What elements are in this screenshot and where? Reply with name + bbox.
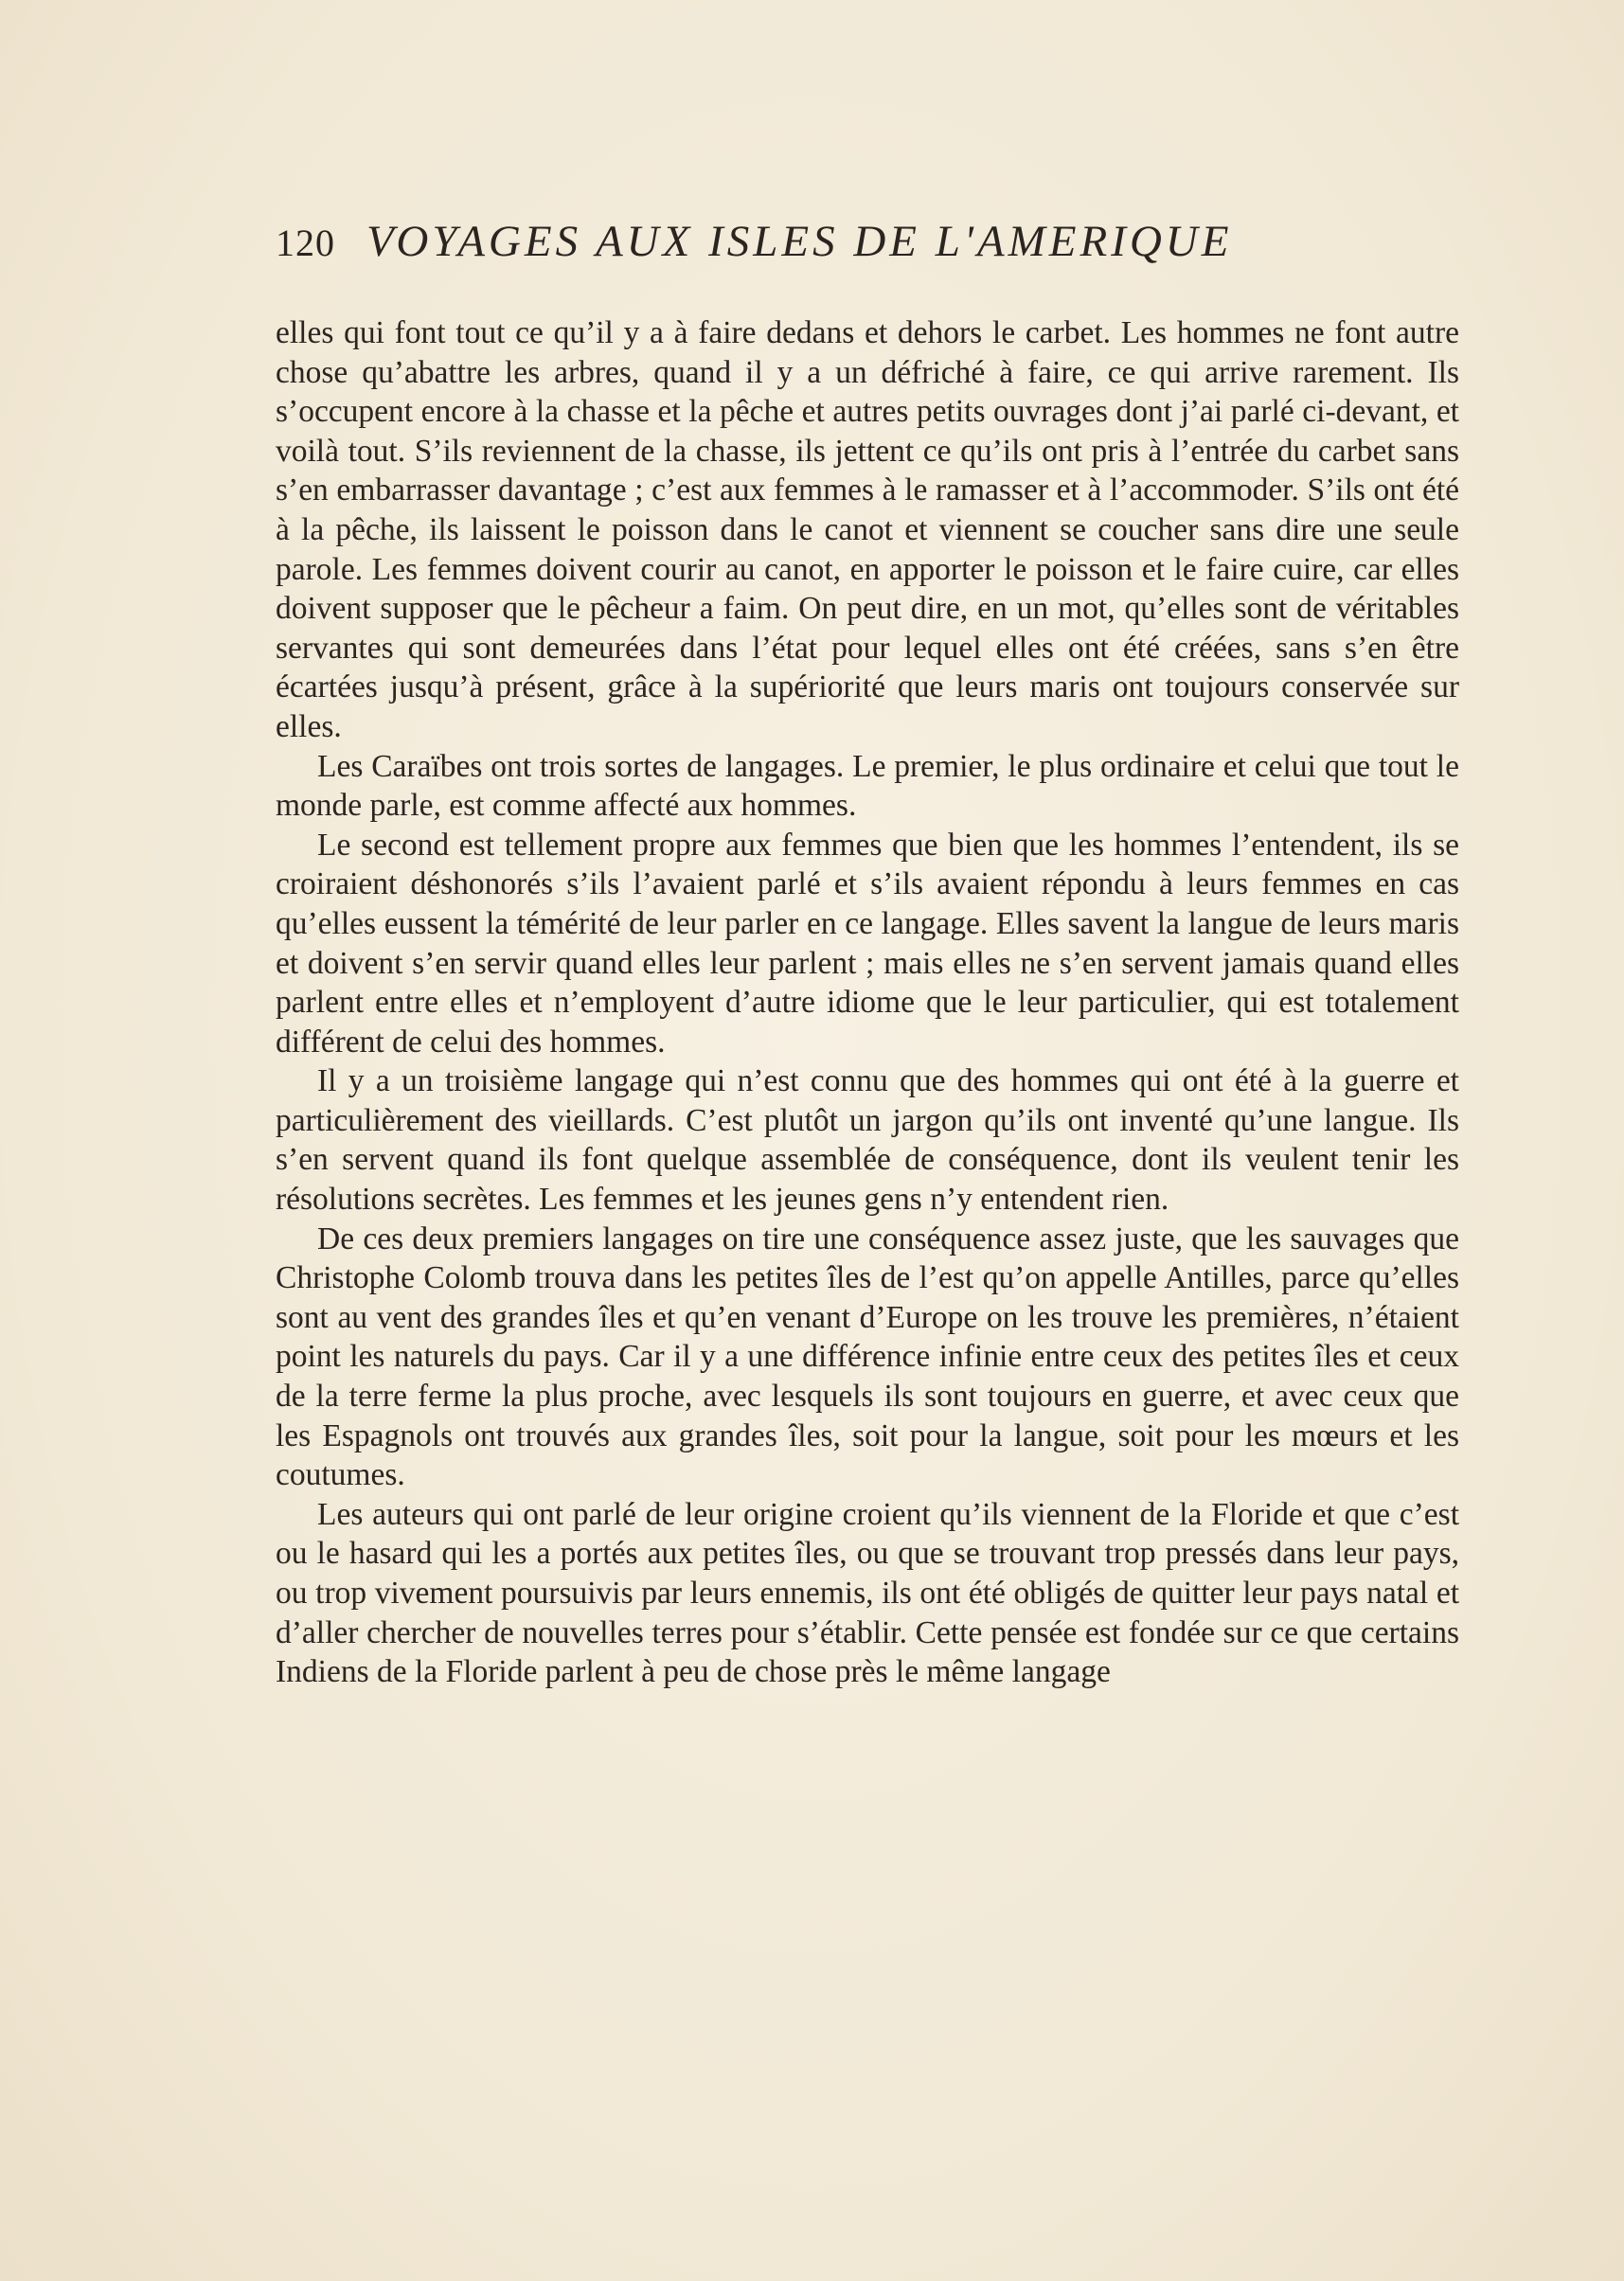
paragraph: Le second est tellement propre aux femmes que bien que les hommes l’entendent, ils se croiraient déshonorés s’ils l’avaient parlé et s’ils avaient répondu à leurs femmes en cas qu’elles eussent la témérité de leur parler en ce langage. Elles savent la langue de leurs maris et doivent s’en servir quand elles leur parlent ; mais elles ne s’en servent jamais quand elles parlent entre elles et n’employent d’autre idiome que le leur particulier, qui est totalement différent de celui des hommes. bbox=[276, 827, 1459, 1060]
running-head bbox=[276, 216, 1459, 282]
body-text bbox=[276, 313, 1459, 1692]
running-title: VOYAGES AUX ISLES DE L'AMERIQUE bbox=[366, 217, 1233, 266]
paragraph: Les Caraïbes ont trois sortes de langages. Le premier, le plus ordinaire et celui que tout le monde parle, est comme affecté aux hommes. bbox=[276, 748, 1459, 824]
paragraph: Il y a un troisième langage qui n’est connu que des hommes qui ont été à la guerre et particulièrement des vieillards. C’est plutôt un jargon qu’ils ont inventé qu’une langue. Ils s’en servent quand ils font quelque assemblée de conséquence, dont ils veulent tenir les résolutions secrètes. Les femmes et les jeunes gens n’y entendent rien. bbox=[276, 1063, 1459, 1218]
paragraph: De ces deux premiers langages on tire une conséquence assez juste, que les sauvages que Christophe Colomb trouva dans les petites îles de l’est qu’on appelle Antilles, parce qu’elles sont au vent des grandes îles et qu’en venant d’Europe on les trouve les premières, n’étaient point les naturels du pays. Car il y a une différence infinie entre ceux des petites îles et ceux de la terre ferme la plus proche, avec lesquels ils sont toujours en guerre, et avec ceux que les Espagnols ont trouvés aux grandes îles, soit pour la langue, soit pour les mœurs et les coutumes. bbox=[276, 1221, 1459, 1493]
paragraph: elles qui font tout ce qu’il y a à faire dedans et dehors le carbet. Les hommes ne font autre chose qu’abattre les arbres, quand il y a un défriché à faire, ce qui arrive rarement. Ils s’occupent encore à la chasse et la pêche et autres petits ouvrages dont j’ai parlé ci-devant, et voilà tout. S’ils reviennent de la chasse, ils jettent ce qu’ils ont pris à l’entrée du carbet sans s’en embarrasser davantage ; c’est aux femmes à le ramasser et à l’accommoder. S’ils ont été à la pêche, ils laissent le poisson dans le canot et viennent se coucher sans dire une seule parole. Les femmes doivent courir au canot, en apporter le poisson et le faire cuire, car elles doivent supposer que le pêcheur a faim. On peut dire, en un mot, qu’elles sont de véritables servantes qui sont demeurées dans l’état pour lequel elles ont été créées, sans s’en être écartées jusqu’à présent, grâce à la supériorité que leurs maris ont toujours conservée sur elles. bbox=[276, 315, 1459, 744]
paragraph: Les auteurs qui ont parlé de leur origine croient qu’ils viennent de la Floride et que c’est ou le hasard qui les a portés aux petites îles, ou que se trouvant trop pressés dans leur pays, ou trop vivement poursuivis par leurs ennemis, ils ont été obligés de quitter leur pays natal et d’aller chercher de nouvelles terres pour s’établir. Cette pensée est fondée sur ce que certains Indiens de la Floride parlent à peu de chose près le même langage bbox=[276, 1496, 1459, 1690]
page-number: 120 bbox=[276, 222, 335, 264]
